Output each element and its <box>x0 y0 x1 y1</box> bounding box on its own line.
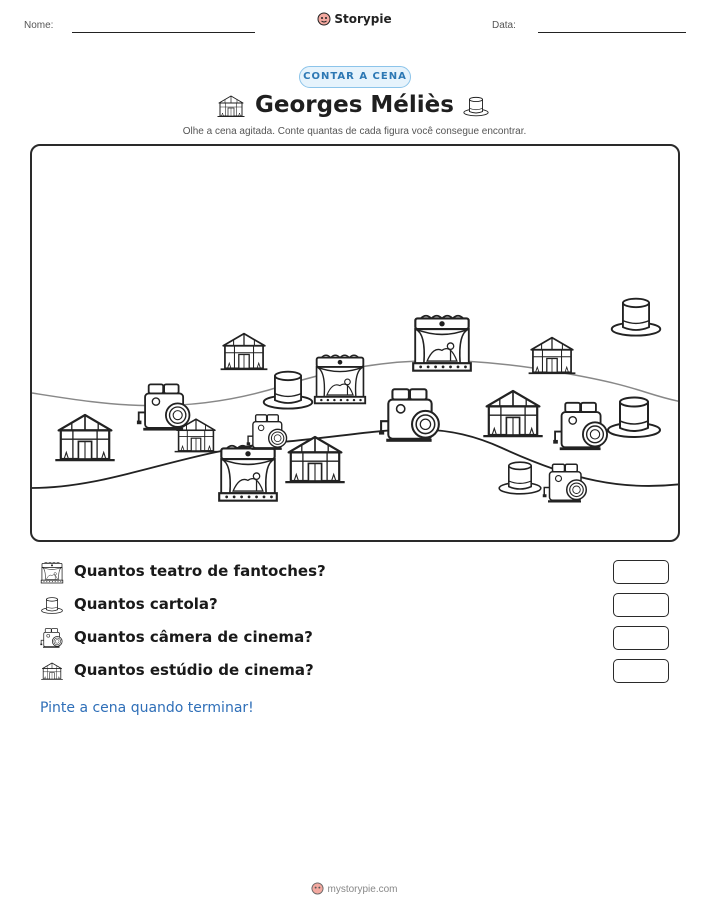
answer-box[interactable] <box>613 593 669 617</box>
site-url[interactable]: mystorypie.com <box>327 884 398 895</box>
movie-camera-icon[interactable] <box>379 389 439 442</box>
counting-scene[interactable] <box>30 144 680 542</box>
movie-camera-icon[interactable] <box>553 403 607 450</box>
answer-box[interactable] <box>613 659 669 683</box>
top-hat-icon <box>462 94 490 118</box>
site-footer <box>0 882 709 895</box>
scene-illustration <box>32 146 680 542</box>
date-line[interactable] <box>538 32 686 33</box>
film-studio-icon[interactable] <box>483 391 542 436</box>
top-hat-icon[interactable] <box>608 398 660 438</box>
question-row <box>40 593 680 617</box>
puppet-theater-icon[interactable] <box>219 446 277 501</box>
puppet-theater-icon[interactable] <box>315 355 365 403</box>
puppet-theater-icon[interactable] <box>413 316 471 371</box>
film-studio-icon[interactable] <box>529 338 576 374</box>
question-row <box>40 626 680 650</box>
question-text: Quantos teatro de fantoches? <box>74 562 326 580</box>
film-studio-icon <box>40 660 64 682</box>
movie-camera-icon[interactable] <box>543 464 587 502</box>
movie-camera-icon[interactable] <box>137 384 190 430</box>
answer-box[interactable] <box>613 626 669 650</box>
film-studio-icon[interactable] <box>285 437 344 482</box>
question-row <box>40 560 680 584</box>
date-label: Data: <box>492 20 516 31</box>
movie-camera-icon[interactable] <box>247 415 287 450</box>
activity-badge: CONTAR A CENA <box>299 66 411 88</box>
page-title: Georges Méliès <box>255 92 454 118</box>
brand-name: Storypie <box>334 12 392 26</box>
question-row <box>40 659 680 683</box>
brand <box>0 12 709 26</box>
top-hat-icon[interactable] <box>264 372 313 409</box>
question-text: Quantos câmera de cinema? <box>74 628 313 646</box>
name-label: Nome: <box>24 20 54 31</box>
answer-box[interactable] <box>613 560 669 584</box>
film-studio-icon[interactable] <box>55 415 114 460</box>
top-hat-icon[interactable] <box>612 299 661 336</box>
instructions: Olhe a cena agitada. Conte quantas de cada figura você consegue encontrar. <box>182 126 527 137</box>
question-text: Quantos estúdio de cinema? <box>74 661 314 679</box>
top-hat-icon <box>40 594 64 616</box>
top-hat-icon[interactable] <box>499 462 541 494</box>
puppet-theater-icon <box>40 561 64 585</box>
coloring-note: Pinte a cena quando terminar! <box>40 700 254 716</box>
storypie-logo-icon <box>311 882 324 895</box>
film-studio-icon[interactable] <box>221 334 268 370</box>
storypie-logo-icon <box>317 12 331 26</box>
question-text: Quantos cartola? <box>74 595 218 613</box>
movie-camera-icon <box>40 627 64 649</box>
name-line[interactable] <box>72 32 255 33</box>
